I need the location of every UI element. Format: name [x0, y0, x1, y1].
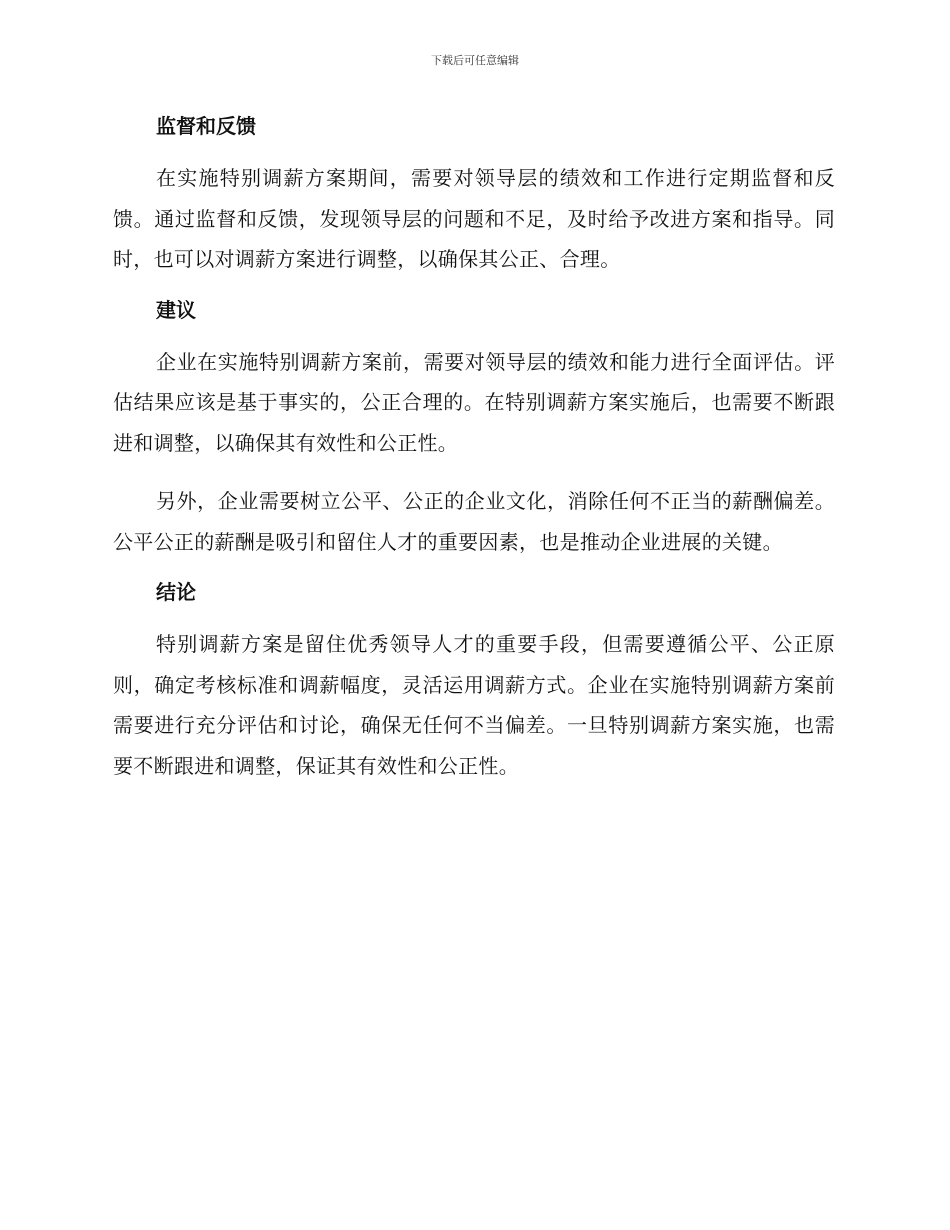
paragraph-suggestion-2: 另外，企业需要树立公平、公正的企业文化，消除任何不正当的薪酬偏差。公平公正的薪酬是吸引和留住人才的重要因素，也是推动企业进展的关键。 [113, 489, 835, 554]
paragraph-supervision: 在实施特别调薪方案期间，需要对领导层的绩效和工作进行定期监督和反馈。通过监督和反馈，发现领导层的问题和不足，及时给予改进方案和指导。同时，也可以对调薪方案进行调整，以确保其公正、合理。 [113, 166, 835, 271]
section-heading-suggestion: 建议 [156, 297, 196, 322]
document-body [113, 112, 835, 786]
page-header: 下载后可任意编辑 [431, 54, 519, 67]
section-heading-conclusion: 结论 [156, 580, 196, 604]
paragraph-suggestion-1: 企业在实施特别调薪方案前，需要对领导层的绩效和能力进行全面评估。评估结果应该是基于事实的，公正合理的。在特别调薪方案实施后，也需要不断跟进和调整，以确保其有效性和公正性。 [113, 349, 835, 455]
paragraph-conclusion: 特别调薪方案是留住优秀领导人才的重要手段，但需要遵循公平、公正原则，确定考核标准和调薪幅度，灵活运用调薪方式。企业在实施特别调薪方案前需要进行充分评估和讨论，确保无任何不当偏差。一旦特别调薪方案实施，也需要不断跟进和调整，保证其有效性和公正性。 [113, 632, 835, 778]
section-heading-supervision: 监督和反馈 [156, 114, 256, 138]
